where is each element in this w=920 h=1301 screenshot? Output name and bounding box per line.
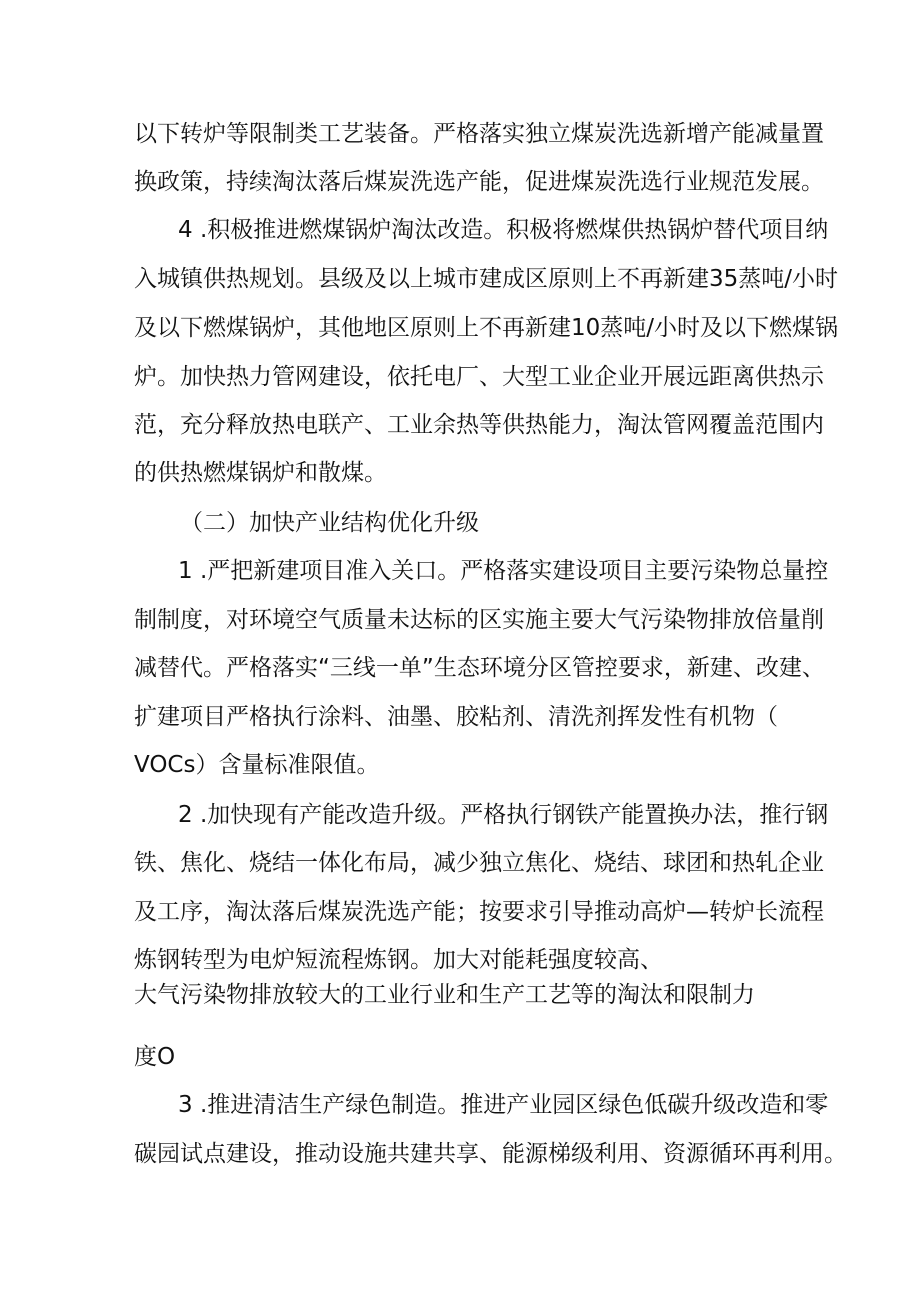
text-line: 换政策，持续淘汰落后煤炭洗选产能，促进煤炭洗选行业规范发展。: [134, 169, 824, 195]
text-line: 碳园试点建设，推动设施共建共享、能源梯级利用、资源循环再利用。: [134, 1141, 847, 1167]
section-heading: （二）加快产业结构优化升级: [180, 510, 479, 536]
text-line: 4 .积极推进燃煤锅炉淘汰改造。积极将燃煤供热锅炉替代项目纳: [178, 217, 829, 243]
text-line: 入城镇供热规划。县级及以上城市建成区原则上不再新建35蒸吨/小时: [134, 266, 839, 292]
text-line: 制制度，对环境空气质量未达标的区实施主要大气污染物排放倍量削: [134, 607, 824, 633]
text-line: 炉。加快热力管网建设，依托电厂、大型工业企业开展远距离供热示: [134, 364, 824, 390]
text-line: 扩建项目严格执行涂料、油墨、胶粘剂、清洗剂挥发性有机物（: [134, 704, 778, 730]
text-line: 的供热燃煤锅炉和散煤。: [134, 460, 387, 486]
text-line: VOCs）含量标准限值。: [134, 752, 380, 778]
text-line: 范，充分释放热电联产、工业余热等供热能力，淘汰管网覆盖范围内: [134, 412, 824, 438]
text-line: 以下转炉等限制类工艺装备。严格落实独立煤炭洗选新增产能减量置: [134, 121, 824, 147]
text-line: 1 .严把新建项目准入关口。严格落实建设项目主要污染物总量控: [178, 558, 829, 584]
text-line: 炼钢转型为电炉短流程炼钢。加大对能耗强度较高、: [134, 947, 663, 973]
text-line: 度O: [134, 1044, 176, 1070]
text-line: 及以下燃煤锅炉，其他地区原则上不再新建10蒸吨/小时及以下燃煤锅: [134, 315, 839, 341]
text-line: 大气污染物排放较大的工业行业和生产工艺等的淘汰和限制力: [134, 982, 755, 1008]
text-line: 减替代。严格落实“三线一单”生态环境分区管控要求，新建、改建、: [134, 655, 825, 681]
text-line: 铁、焦化、烧结一体化布局，减少独立焦化、烧结、球团和热轧企业: [134, 850, 824, 876]
text-line: 3 .推进清洁生产绿色制造。推进产业园区绿色低碳升级改造和零: [178, 1092, 829, 1118]
text-line: 及工序，淘汰落后煤炭洗选产能；按要求引导推动高炉—转炉长流程: [134, 899, 824, 925]
text-line: 2 .加快现有产能改造升级。严格执行钢铁产能置换办法，推行钢: [178, 802, 829, 828]
